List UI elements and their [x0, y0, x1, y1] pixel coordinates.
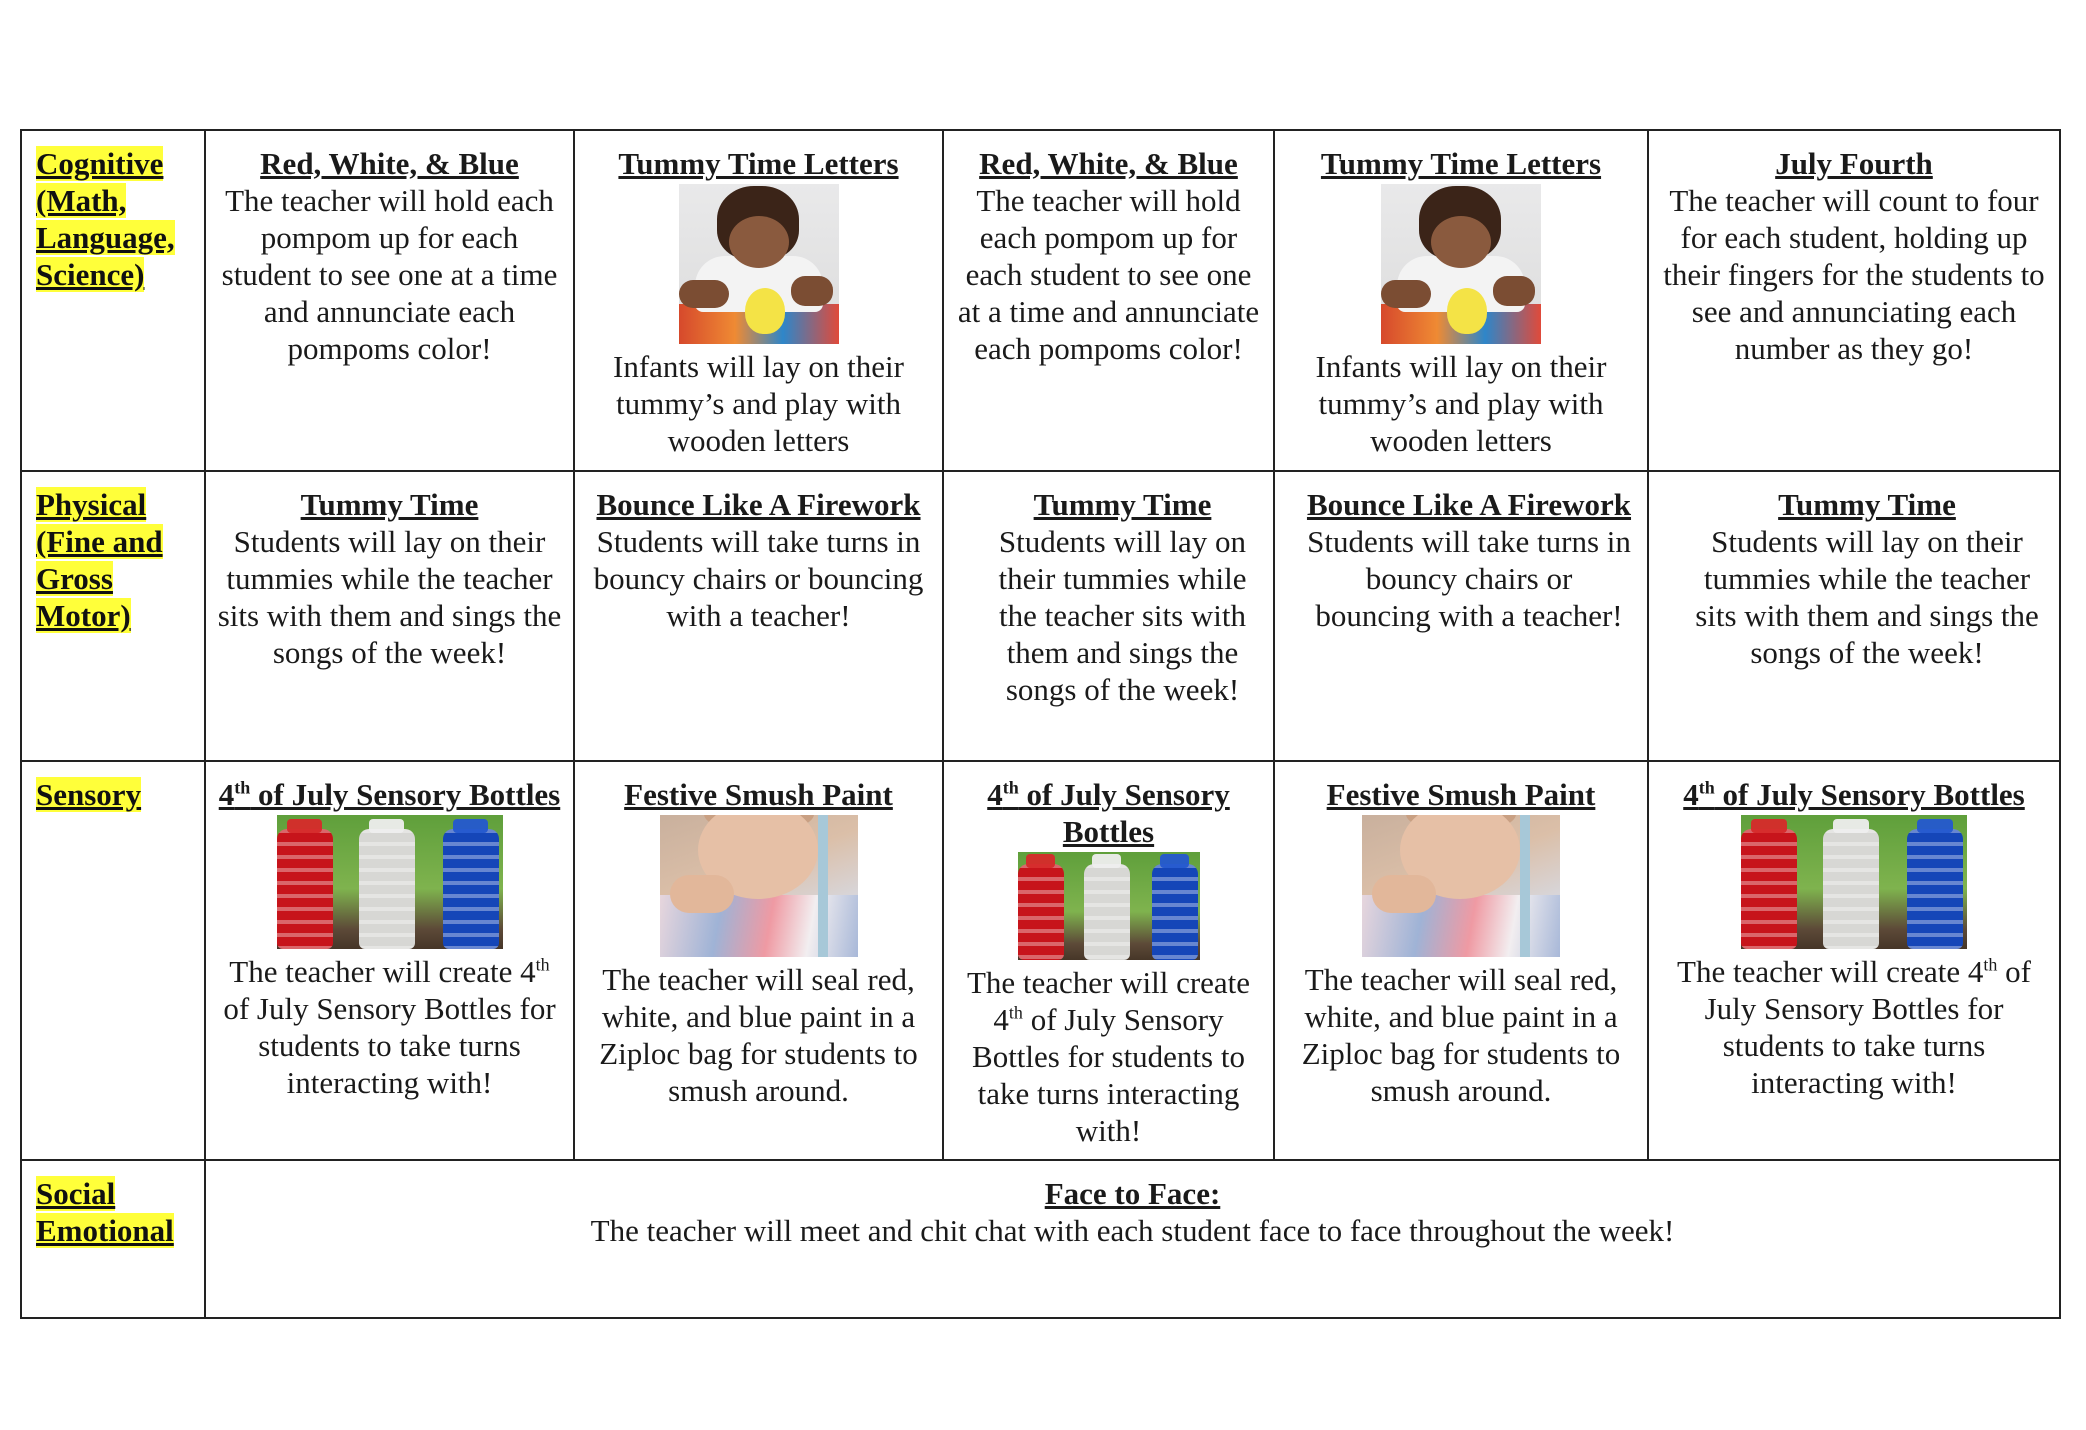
- activity-cell: [1648, 471, 2060, 761]
- activity-description: Students will lay on their tummies while the teacher sits with them and sings the songs of the week!: [217, 524, 562, 670]
- domain-cell-sensory: [21, 761, 205, 1160]
- activity-description: The teacher will count to four for each student, holding up their fingers for the students to see and annunciating each number as they go!: [1663, 183, 2045, 366]
- activity-cell: [1274, 761, 1648, 1160]
- activity-cell: [943, 761, 1274, 1160]
- tummy-time-photo: [1381, 184, 1541, 344]
- row-physical: [21, 471, 2060, 761]
- activity-title: Tummy Time: [1033, 487, 1212, 522]
- activity-cell: [574, 130, 943, 471]
- activity-title: Face to Face:: [1044, 1176, 1221, 1211]
- activity-title: Bounce Like A Firework: [596, 487, 921, 522]
- activity-description: The teacher will seal red, white, and blue paint in a Ziploc bag for students to smush around.: [599, 962, 918, 1108]
- activity-description: The teacher will create 4th of July Sensory Bottles for students to take turns interacting with!: [223, 954, 556, 1100]
- activity-cell: [943, 471, 1274, 761]
- activity-title: Tummy Time Letters: [618, 146, 899, 181]
- activity-title: 4th of July Sensory Bottles: [987, 777, 1230, 849]
- activity-cell-merged: [205, 1160, 2060, 1318]
- activity-cell: [205, 471, 574, 761]
- activity-cell: [943, 130, 1274, 471]
- domain-cell-physical: [21, 471, 205, 761]
- activity-description: The teacher will meet and chit chat with each student face to face throughout the week!: [590, 1213, 1675, 1248]
- activity-cell: [574, 471, 943, 761]
- activity-description: Students will take turns in bouncy chairs or bouncing with a teacher!: [593, 524, 924, 633]
- activity-cell: [1274, 471, 1648, 761]
- smush-paint-photo: [1362, 815, 1560, 957]
- activity-description: The teacher will hold each pompom up for each student to see one at a time and annunciate each pompoms color!: [221, 183, 558, 366]
- domain-label: Physical (Fine and Gross Motor): [36, 487, 163, 633]
- row-social-emotional: [21, 1160, 2060, 1318]
- lesson-plan-table: [20, 129, 2061, 1319]
- activity-title: 4th of July Sensory Bottles: [218, 777, 561, 812]
- sensory-bottles-photo: [277, 815, 503, 949]
- sensory-bottles-photo: [1018, 852, 1200, 960]
- activity-cell: [1648, 130, 2060, 471]
- activity-description: Infants will lay on their tummy’s and play with wooden letters: [1315, 349, 1607, 458]
- smush-paint-photo: [660, 815, 858, 957]
- domain-label: Sensory: [36, 777, 142, 812]
- activity-cell: [574, 761, 943, 1160]
- activity-description: Students will take turns in bouncy chairs or bouncing with a teacher!: [1307, 524, 1631, 633]
- activity-title: Red, White, & Blue: [979, 146, 1238, 181]
- activity-description: Students will lay on their tummies while the teacher sits with them and sings the songs of the week!: [1695, 524, 2039, 670]
- activity-title: Tummy Time: [1778, 487, 1956, 522]
- activity-description: Students will lay on their tummies while the teacher sits with them and sings the songs of the week!: [998, 524, 1247, 707]
- domain-label: Social Emotional: [36, 1176, 174, 1248]
- domain-cell-social-emotional: [21, 1160, 205, 1318]
- activity-title: Festive Smush Paint: [1326, 777, 1596, 812]
- activity-description: The teacher will seal red, white, and blue paint in a Ziploc bag for students to smush around.: [1301, 962, 1621, 1108]
- activity-description: The teacher will hold each pompom up for each student to see one at a time and annunciate each pompoms color!: [957, 183, 1260, 366]
- domain-label: Cognitive (Math, Language, Science): [36, 146, 175, 292]
- activity-description: Infants will lay on their tummy’s and play with wooden letters: [613, 349, 904, 458]
- activity-description: The teacher will create 4th of July Sensory Bottles for students to take turns interacting with!: [1677, 954, 2031, 1100]
- activity-title: 4th of July Sensory Bottles: [1683, 777, 2025, 812]
- activity-title: Tummy Time Letters: [1320, 146, 1602, 181]
- row-sensory: [21, 761, 2060, 1160]
- activity-cell: [1274, 130, 1648, 471]
- activity-title: Festive Smush Paint: [624, 777, 893, 812]
- activity-cell: [1648, 761, 2060, 1160]
- activity-title: Tummy Time: [300, 487, 479, 522]
- activity-description: The teacher will create 4th of July Sensory Bottles for students to take turns interacting with!: [966, 965, 1251, 1148]
- row-cognitive: [21, 130, 2060, 471]
- activity-cell: [205, 761, 574, 1160]
- activity-title: Bounce Like A Firework: [1306, 487, 1632, 522]
- activity-title: Red, White, & Blue: [260, 146, 519, 181]
- activity-title: July Fourth: [1775, 146, 1933, 181]
- activity-cell: [205, 130, 574, 471]
- domain-cell-cognitive: [21, 130, 205, 471]
- sensory-bottles-photo: [1741, 815, 1967, 949]
- tummy-time-photo: [679, 184, 839, 344]
